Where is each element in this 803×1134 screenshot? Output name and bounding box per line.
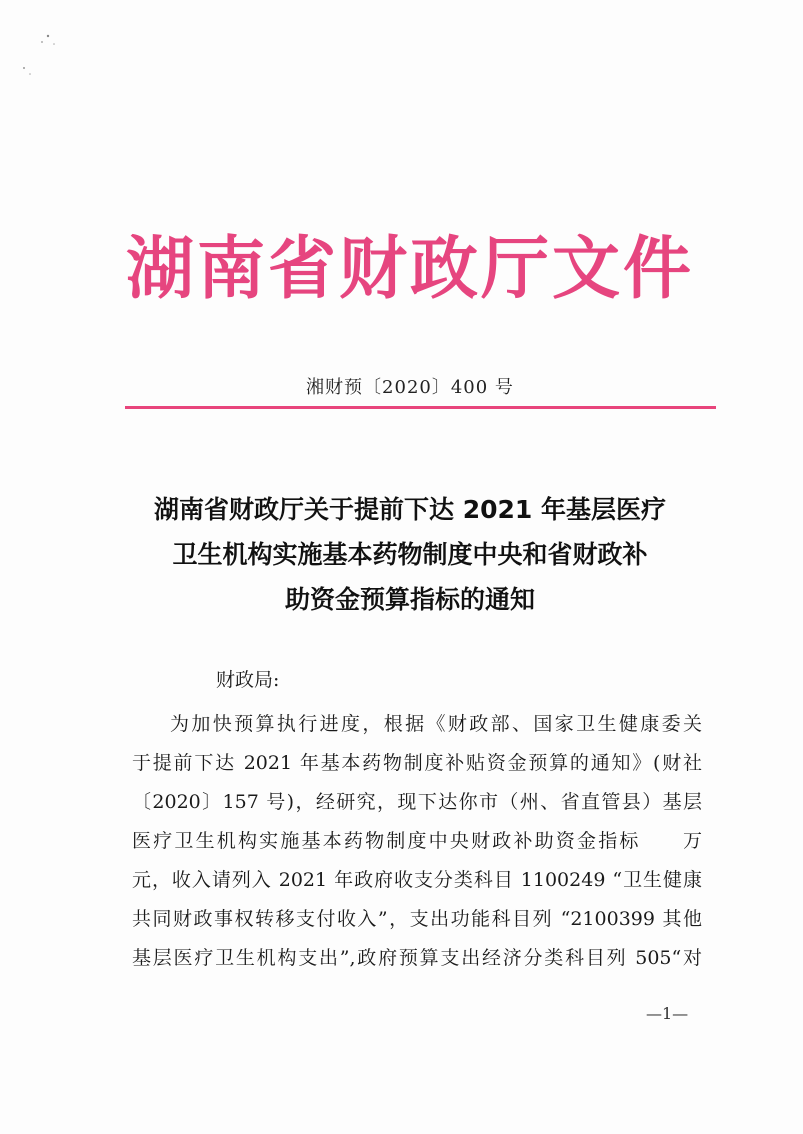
salutation: 财政局: bbox=[216, 669, 280, 691]
notice-title bbox=[110, 487, 710, 622]
body-text bbox=[132, 705, 702, 978]
masthead-separator-line bbox=[125, 406, 716, 409]
notice-title-line: 湖南省财政厅关于提前下达 2021 年基层医疗 bbox=[154, 495, 666, 524]
masthead-title: 湖南省财政厅文件 bbox=[125, 230, 694, 309]
body-line: 基层医疗卫生机构支出”,政府预算支出经济分类科目列 505“对 bbox=[132, 947, 702, 969]
body-line: 元，收入请列入 2021 年政府收支分类科目 1100249 “卫生健康 bbox=[132, 869, 702, 891]
notice-title-line: 助资金预算指标的通知 bbox=[284, 585, 535, 614]
scan-specks bbox=[18, 30, 58, 80]
body-line: 于提前下达 2021 年基本药物制度补贴资金预算的通知》(财社 bbox=[132, 752, 702, 774]
body-line: 为加快预算执行进度，根据《财政部、国家卫生健康委关 bbox=[170, 713, 702, 735]
page-number: —1— bbox=[646, 1004, 689, 1023]
notice-title-line: 卫生机构实施基本药物制度中央和省财政补 bbox=[172, 540, 648, 569]
body-line: 〔2020〕157 号)，经研究，现下达你市（州、省直管县）基层 bbox=[132, 791, 702, 813]
body-line: 共同财政事权转移支付收入”，支出功能科目列 “2100399 其他 bbox=[132, 908, 702, 930]
document-number: 湘财预〔2020〕400 号 bbox=[306, 377, 514, 398]
body-line: 医疗卫生机构实施基本药物制度中央财政补助资金指标 万 bbox=[132, 830, 702, 852]
